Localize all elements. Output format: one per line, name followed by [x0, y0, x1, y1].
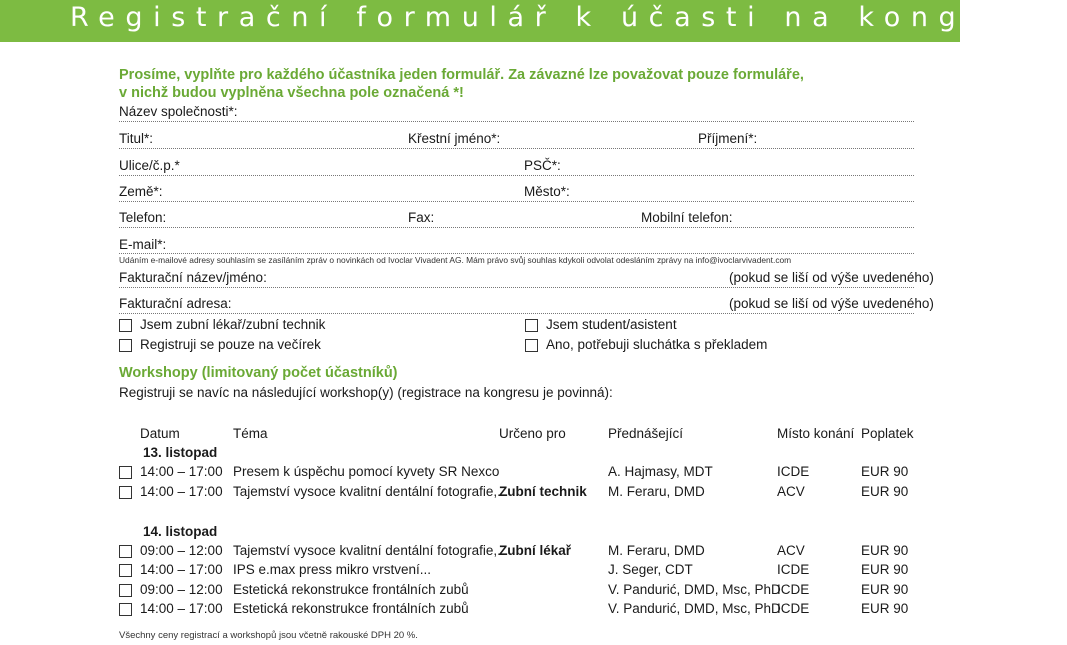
party-only-label: Registruji se pouze na večírek — [140, 337, 321, 352]
col-venue: Místo konání — [777, 426, 855, 441]
surname-label: Příjmení*: — [698, 131, 758, 146]
workshop-checkbox[interactable] — [119, 486, 132, 499]
workshop-checkbox[interactable] — [119, 603, 132, 616]
workshop-topic: Presem k úspěchu pomocí kyvety SR Nexco — [233, 464, 500, 479]
email-label: E-mail*: — [119, 237, 167, 252]
workshop-checkbox[interactable] — [119, 466, 132, 479]
workshop-fee: EUR 90 — [861, 464, 909, 479]
intro-line-2: v nichž budou vyplněna všechna pole označená *! — [119, 85, 464, 101]
company-field[interactable] — [119, 121, 914, 122]
phone-label: Telefon: — [119, 210, 167, 225]
student-label: Jsem student/asistent — [546, 317, 677, 332]
workshop-time: 14:00 – 17:00 — [140, 484, 223, 499]
footer-note: Všechny ceny registrací a workshopů jsou včetně rakouské DPH 20 %. — [119, 630, 418, 641]
country-field[interactable] — [119, 201, 914, 202]
workshop-fee: EUR 90 — [861, 484, 909, 499]
workshop-fee: EUR 90 — [861, 562, 909, 577]
workshop-speaker: V. Pandurić, DMD, Msc, PhD — [608, 601, 781, 616]
billing-address-note: (pokud se liší od výše uvedeného) — [729, 296, 934, 311]
workshops-title: Workshopy (limitovaný počet účastníků) — [119, 365, 398, 381]
workshop-venue: ICDE — [777, 562, 810, 577]
street-field[interactable] — [119, 175, 914, 176]
day-label: 13. listopad — [143, 445, 218, 460]
billing-address-label: Fakturační adresa: — [119, 296, 232, 311]
workshop-audience: Zubní lékař — [499, 543, 572, 558]
workshop-venue: ICDE — [777, 582, 810, 597]
workshop-speaker: M. Feraru, DMD — [608, 543, 705, 558]
zip-label: PSČ*: — [524, 158, 561, 173]
workshop-checkbox[interactable] — [119, 584, 132, 597]
phone-field[interactable] — [119, 227, 914, 228]
workshop-venue: ACV — [777, 484, 805, 499]
billing-name-field[interactable] — [119, 287, 914, 288]
workshop-fee: EUR 90 — [861, 601, 909, 616]
col-date: Datum — [140, 426, 180, 441]
workshop-venue: ICDE — [777, 464, 810, 479]
col-fee: Poplatek — [861, 426, 914, 441]
company-label: Název společnosti*: — [119, 104, 238, 119]
fax-label: Fax: — [408, 210, 435, 225]
workshop-time: 09:00 – 12:00 — [140, 543, 223, 558]
headphones-checkbox[interactable] — [525, 339, 538, 352]
party-only-checkbox[interactable] — [119, 339, 132, 352]
workshop-time: 14:00 – 17:00 — [140, 464, 223, 479]
col-audience: Určeno pro — [499, 426, 566, 441]
name-field[interactable] — [119, 148, 914, 149]
workshops-subtitle: Registruji se navíc na následující workshop(y) (registrace na kongresu je povinná): — [119, 385, 613, 400]
billing-name-label: Fakturační název/jméno: — [119, 270, 267, 285]
workshop-topic: Estetická rekonstrukce frontálních zubů — [233, 601, 469, 616]
workshop-venue: ACV — [777, 543, 805, 558]
intro-line-1: Prosíme, vyplňte pro každého účastníka jeden formulář. Za závazné lze považovat pouze formuláře, — [119, 67, 804, 83]
dentist-label: Jsem zubní lékař/zubní technik — [140, 317, 326, 332]
first-name-label: Křestní jméno*: — [408, 131, 501, 146]
col-topic: Téma — [233, 426, 268, 441]
workshop-checkbox[interactable] — [119, 564, 132, 577]
workshop-speaker: A. Hajmasy, MDT — [608, 464, 713, 479]
workshop-fee: EUR 90 — [861, 543, 909, 558]
workshop-audience: Zubní technik — [499, 484, 587, 499]
workshop-checkbox[interactable] — [119, 545, 132, 558]
street-label: Ulice/č.p.* — [119, 158, 180, 173]
workshop-topic: Tajemství vysoce kvalitní dentální fotografie,... — [233, 484, 509, 499]
billing-name-note: (pokud se liší od výše uvedeného) — [729, 270, 934, 285]
dentist-checkbox[interactable] — [119, 319, 132, 332]
mobile-label: Mobilní telefon: — [641, 210, 733, 225]
title-banner — [0, 0, 1067, 42]
student-checkbox[interactable] — [525, 319, 538, 332]
page-title: Registrační formulář k účasti na kongresu — [70, 2, 1067, 33]
workshop-speaker: V. Pandurić, DMD, Msc, PhD — [608, 582, 781, 597]
city-label: Město*: — [524, 184, 570, 199]
email-field[interactable] — [119, 253, 914, 254]
consent-text: Udáním e-mailové adresy souhlasím se zasíláním zpráv o novinkách od Ivoclar Vivadent AG. Mám právo svůj souhlas kdykoli odvolat odesláním zprávy na info@ivoclarvivadent.com — [119, 255, 792, 265]
headphones-label: Ano, potřebuji sluchátka s překladem — [546, 337, 768, 352]
workshop-speaker: M. Feraru, DMD — [608, 484, 705, 499]
country-label: Země*: — [119, 184, 163, 199]
workshop-venue: ICDE — [777, 601, 810, 616]
workshop-time: 09:00 – 12:00 — [140, 582, 223, 597]
workshop-time: 14:00 – 17:00 — [140, 562, 223, 577]
col-speaker: Přednášející — [608, 426, 684, 441]
workshop-time: 14:00 – 17:00 — [140, 601, 223, 616]
workshop-speaker: J. Seger, CDT — [608, 562, 693, 577]
workshop-topic: Tajemství vysoce kvalitní dentální fotografie,... — [233, 543, 509, 558]
workshop-topic: IPS e.max press mikro vrstvení... — [233, 562, 432, 577]
day-label: 14. listopad — [143, 524, 218, 539]
workshop-fee: EUR 90 — [861, 582, 909, 597]
title-label: Titul*: — [119, 131, 154, 146]
billing-address-field[interactable] — [119, 313, 914, 314]
workshop-topic: Estetická rekonstrukce frontálních zubů — [233, 582, 469, 597]
intro-text — [119, 66, 804, 102]
